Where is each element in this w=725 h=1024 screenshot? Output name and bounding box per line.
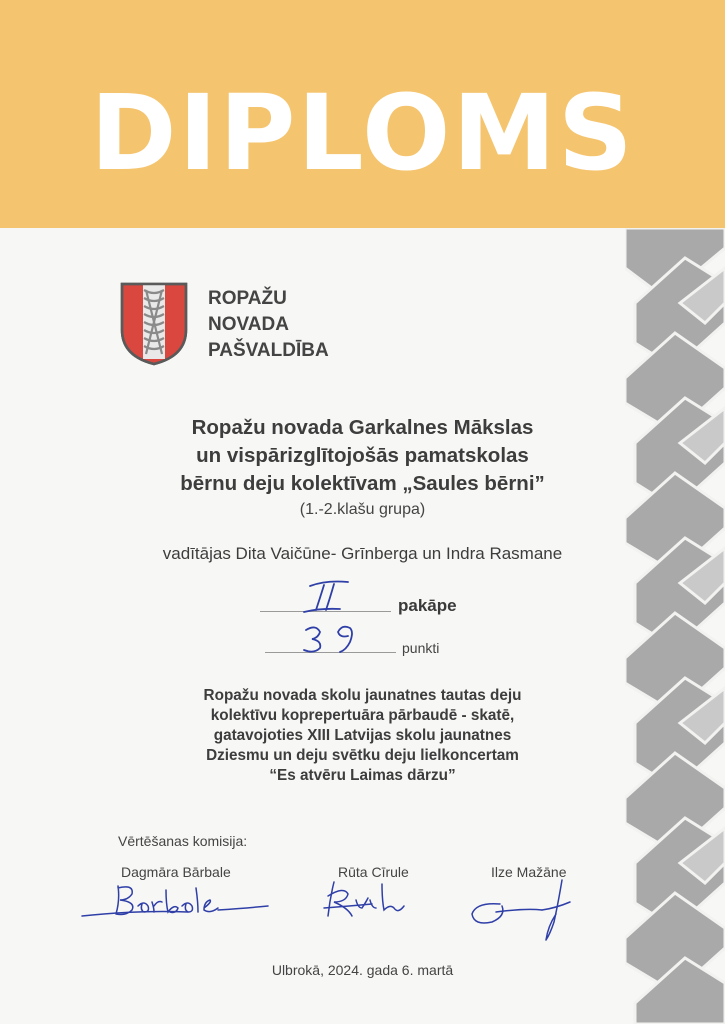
signature-2 xyxy=(320,878,412,922)
organization-name-line: ROPAŽU xyxy=(208,288,287,309)
header-banner xyxy=(0,0,725,228)
event-line: Ropažu novada skolu jaunatnes tautas deju xyxy=(203,687,522,704)
points-label: punkti xyxy=(402,640,440,656)
event-line: Dziesmu un deju svētku deju lielkoncertam xyxy=(206,747,519,764)
coat-of-arms-icon xyxy=(120,282,188,366)
points-handwritten xyxy=(298,620,368,656)
recipient-block xyxy=(0,414,725,498)
braid-ornament xyxy=(625,228,725,1024)
recipient-line: un vispārizglītojošās pamatskolas xyxy=(196,444,529,467)
level-label: pakāpe xyxy=(398,596,457,615)
event-description xyxy=(0,686,725,786)
organization-name-line: PAŠVALDĪBA xyxy=(208,340,329,361)
signature-3 xyxy=(466,874,586,946)
diploma-title: DIPLOMS xyxy=(90,72,635,194)
leaders-line: vadītājas Dita Vaičūne- Grīnberga un Indra Rasmane xyxy=(162,544,563,563)
recipient-group: (1.-2.klašu grupa) xyxy=(299,501,426,518)
juror-name: Dagmāra Bārbale xyxy=(121,864,231,880)
event-line: kolektīvu koprepertuāra pārbaudē - skatē, xyxy=(210,707,515,724)
date-place: Ulbrokā, 2024. gada 6. martā xyxy=(271,962,454,978)
signature-1 xyxy=(78,880,274,922)
event-line: “Es atvēru Laimas dārzu” xyxy=(269,767,456,784)
recipient-line: Ropažu novada Garkalnes Mākslas xyxy=(191,416,534,439)
recipient-line: bērnu deju kolektīvam „Saules bērni” xyxy=(180,472,545,495)
organization-name-line: NOVADA xyxy=(208,314,289,335)
level-handwritten xyxy=(296,576,356,616)
juror-name: Ilze Mažāne xyxy=(491,864,567,880)
organization-name xyxy=(208,286,329,364)
commission-label: Vērtēšanas komisija: xyxy=(118,833,248,849)
event-line: gatavojoties XIII Latvijas skolu jaunatnes xyxy=(213,727,512,744)
juror-name: Rūta Cīrule xyxy=(338,864,409,880)
